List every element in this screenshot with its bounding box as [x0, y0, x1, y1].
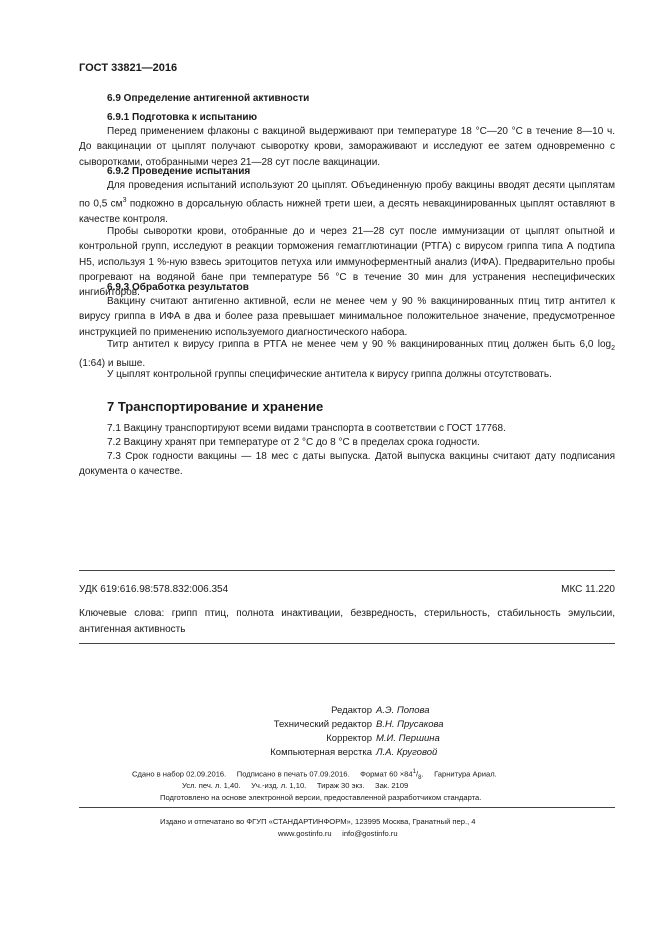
- credits-names: [376, 704, 444, 760]
- credit-role-editor: Редактор: [331, 705, 372, 716]
- mks-code: МКС 11.220: [561, 584, 615, 595]
- subsection-6-9-3-text-2: Титр антител к вирусу гриппа в РТГА не менее чем у 90 % вакцинированных птиц должен быть 6,0 $\log_2$ (1:64) и выше.: [79, 339, 615, 370]
- subsection-6-9-1-text: Перед применением флаконы с вакциной выдерживают при температуре 18 °С—20 °С в течение 8—10 ч. До вакцинации от цыплят получают сыворотку крови, замораживают и исследуют ее затем одновременно с сыворотками, отобранными через 21—28 сут после вакцинации.: [79, 126, 615, 168]
- divider-top: [79, 570, 615, 571]
- credits-roles: [270, 704, 372, 760]
- subsection-6-9-1-title: 6.9.1 Подготовка к испытанию: [107, 112, 258, 123]
- section-7-1-text: 7.1 Вакцину транспортируют всеми видами транспорта в соответствии с ГОСТ 17768.: [107, 423, 506, 434]
- credit-role-proofreader: Корректор: [326, 733, 372, 744]
- credit-name-tech-editor: В.Н. Прусакова: [376, 719, 444, 730]
- imprint-line-4: Издано и отпечатано во ФГУП «СТАНДАРТИНФОРМ», 123995 Москва, Гранатный пер., 4: [160, 817, 476, 826]
- subsection-6-9-2-text-2: Пробы сыворотки крови, отобранные до и через 21—28 сут после иммунизации от цыплят опытной и контрольной групп, исследуют в реакции торможения гемагглютинации (РТГА) с вирусом гриппа типа А подтипа Н5, используя 1 %-ную взвесь эритоцитов петуха или иммуноферментный анализ (ИФА). Предварительно пробы прогревают на водяной бане при температуре 56 °С в течение 30 мин для устранения неспецифических ингибиторов.: [79, 226, 615, 299]
- divider-bottom: [79, 807, 615, 808]
- imprint-line-2: Усл. печ. л. 1,40. Уч.-изд. л. 1,10. Тираж 30 экз. Зак. 2109: [182, 781, 409, 790]
- section-7-2-text: 7.2 Вакцину хранят при температуре от 2 °С до 8 °С в пределах срока годности.: [107, 437, 480, 448]
- keywords: Ключевые слова: грипп птиц, полнота инактивации, безвредность, стерильность, стабильность эмульсии, антигенная активность: [79, 608, 615, 635]
- credit-role-layout: Компьютерная верстка: [270, 747, 372, 758]
- credit-name-editor: А.Э. Попова: [376, 705, 430, 716]
- credit-name-proofreader: М.И. Першина: [376, 733, 440, 744]
- subsection-6-9-3-text-3: У цыплят контрольной группы специфические антитела к вирусу гриппа должны отсутствовать.: [107, 369, 552, 380]
- subsection-6-9-2-text-1: Для проведения испытаний используют 20 цыплят. Объединенную пробу вакцины вводят десяти цыплятам по 0,5 $см^3$ подкожно в дорсальную область нижней трети шеи, а десять невакцинированных цыплят оставляют в качестве контроля.: [79, 180, 616, 225]
- section-7-3-text: 7.3 Срок годности вакцины — 18 мес с даты выпуска. Датой выпуска вакцины считают дату подписания документа о качестве.: [79, 451, 615, 478]
- subsection-6-9-3-text-1: Вакцину считают антигенно активной, если не менее чем у 90 % вакцинированных птиц титр антител к вирусу гриппа в ИФА в два и более раза превышает минимальное положительное значение, предусмотренное инструкцией по применению используемого диагностического набора.: [79, 296, 615, 338]
- credit-name-layout: Л.А. Круговой: [376, 747, 438, 758]
- section-7-title: 7 Транспортирование и хранение: [107, 399, 324, 414]
- udk-code: УДК 619:616.98:578.832:006.354: [79, 584, 229, 595]
- imprint-line-1: Сдано в набор 02.09.2016. Подписано в печать 07.09.2016. Формат $60 \times 84^1/_8$. Гарнитура Ариал.: [132, 769, 497, 782]
- imprint-line-3: Подготовлено на основе электронной версии, предоставленной разработчиком стандарта.: [160, 793, 482, 802]
- document-code: ГОСТ 33821—2016: [79, 62, 178, 74]
- subsection-6-9-2-title: 6.9.2 Проведение испытания: [107, 166, 251, 177]
- section-6-9-title: 6.9 Определение антигенной активности: [107, 93, 310, 104]
- divider-middle: [79, 643, 615, 644]
- subsection-6-9-3-title: 6.9.3 Обработка результатов: [107, 282, 249, 293]
- credit-role-tech-editor: Технический редактор: [273, 719, 372, 730]
- imprint-line-5: www.gostinfo.ru info@gostinfo.ru: [278, 829, 398, 838]
